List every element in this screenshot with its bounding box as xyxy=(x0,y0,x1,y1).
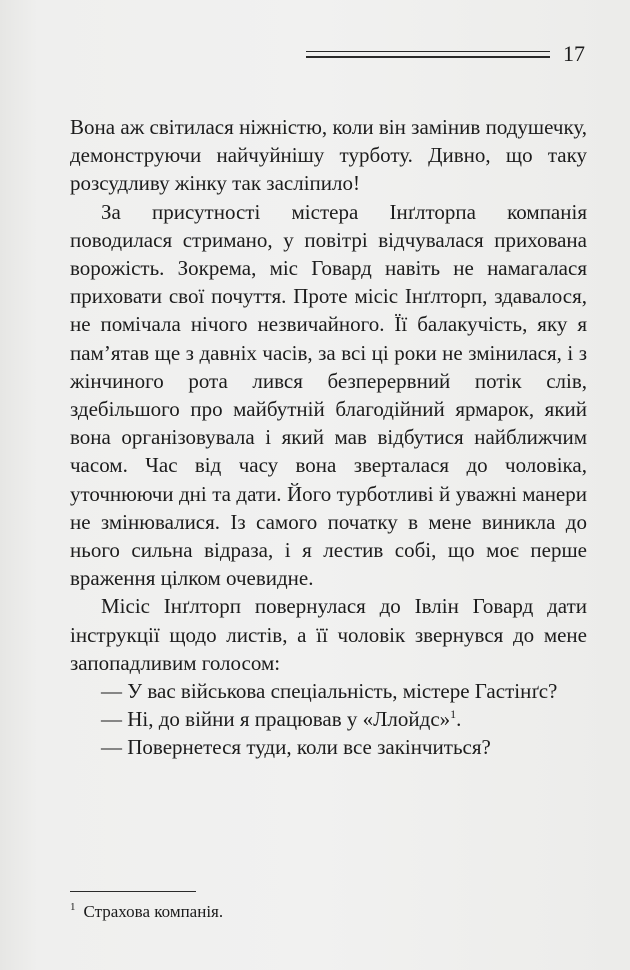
dialogue-text: — У вас військова спеціальність, містере Гастінґс? xyxy=(101,679,558,704)
paragraph-text: Місіс Інґлторп повернулася до Івлін Говард дати інструкції щодо листів, а її чоловік звернувся до мене запопадливим голосом: xyxy=(70,594,587,675)
footnote xyxy=(70,900,223,924)
header-rule xyxy=(306,51,550,58)
dialogue-text: — Ні, до війни я працював у «Ллойдс» xyxy=(101,707,451,732)
dialogue-line xyxy=(70,705,587,733)
main-text xyxy=(70,113,587,762)
footnote-rule xyxy=(70,891,196,892)
paragraph xyxy=(70,198,587,593)
paragraph xyxy=(70,113,587,198)
footnote-text: Страхова компанія. xyxy=(83,902,224,921)
dialogue-line xyxy=(70,677,587,705)
footnote-reference: 1 xyxy=(450,707,457,722)
paragraph xyxy=(70,592,587,677)
dialogue-text: — Повернетеся туди, коли все закінчиться? xyxy=(101,735,491,760)
paragraph-text: За присутності містера Інґлторпа компанія поводилася стримано, у повітрі відчувалася прихована ворожість. Зокрема, міс Говард навіть не намагалася приховати свої почуття. Проте місіс Інґлторп, здавалося, не помічала нічого незвичайного. Її балакучість, яку я пам’ятав ще з давніх часів, за всі ці роки не змінилася, і з жінчиного рота лився безперервний потік слів, здебільшого про майбутній благодійний ярмарок, який вона організовувала і який мав відбутися найближчим часом. Час від часу вона зверталася до чоловіка, уточнюючи дні та дати. Його турботливі й уважні манери не змінювалися. Із самого початку в мене виникла до нього сильна відраза, і я лестив собі, що моє перше враження цілком очевидне. xyxy=(70,199,587,591)
paragraph-text: Вона аж світилася ніжністю, коли він замінив подушечку, демонструючи найчуйнішу турботу. Дивно, що таку розсудливу жінку так засліпило! xyxy=(70,115,587,196)
page-number: 17 xyxy=(563,41,585,66)
footnote-number: 1 xyxy=(70,901,76,914)
dialogue-text-end: . xyxy=(456,707,462,732)
dialogue-line xyxy=(70,733,587,761)
